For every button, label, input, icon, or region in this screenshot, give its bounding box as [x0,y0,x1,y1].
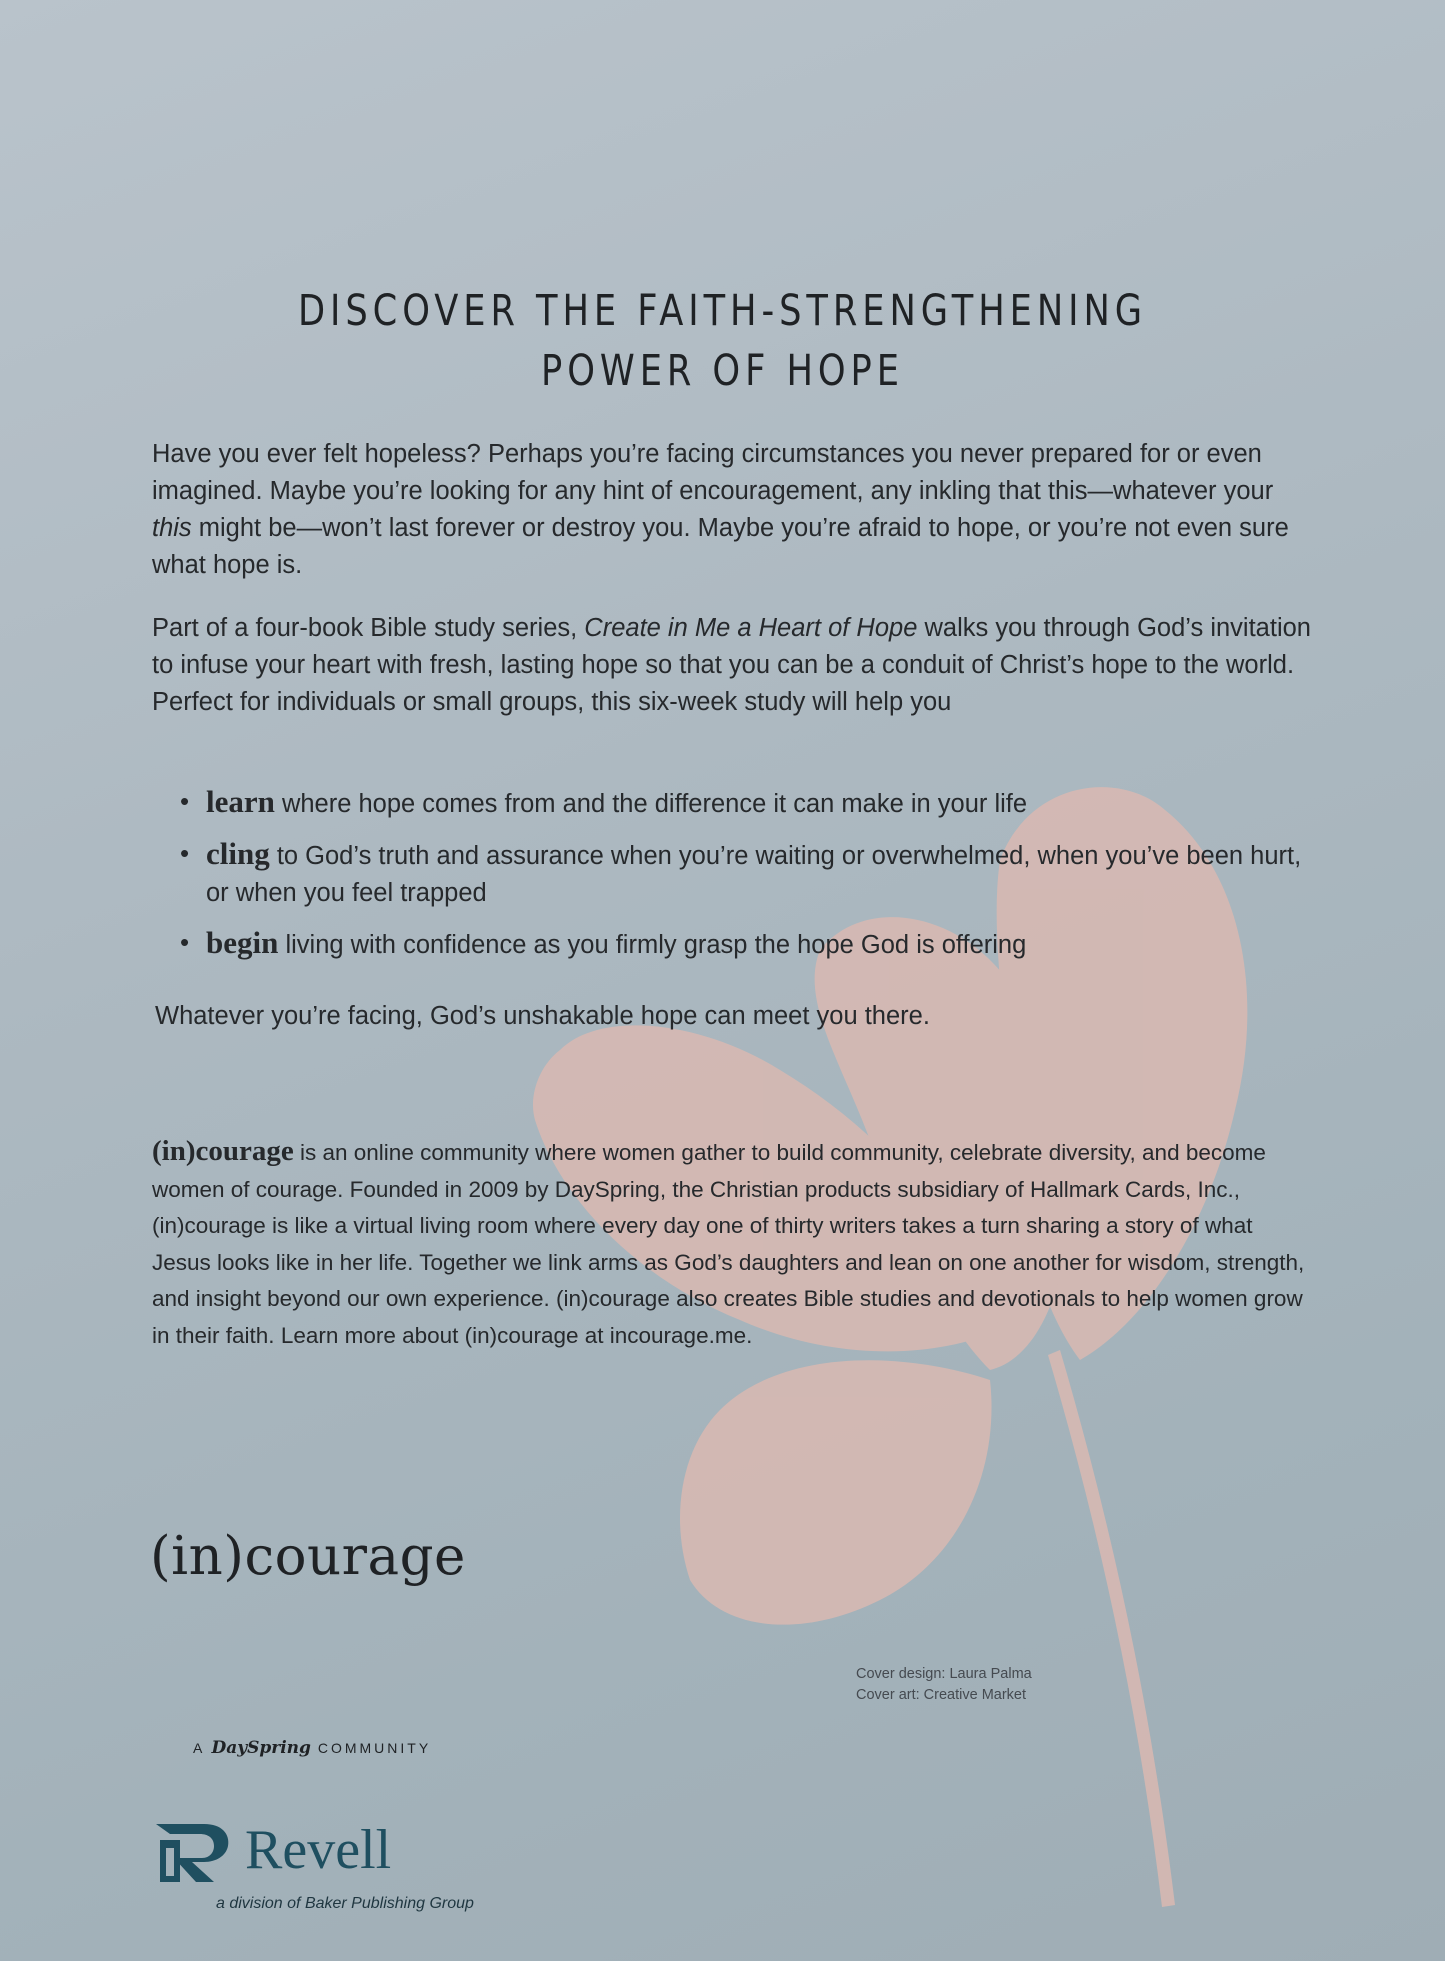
bullet-text: living with confidence as you firmly grasp the hope God is offering [278,931,1027,959]
bullet-keyword: begin [206,925,279,960]
about-text: is an online community where women gather to build community, celebrate diversity, and become women of courage. Founded in 2009 by DaySpring, the Christian products subsidiary of Hallmark Cards, Inc., (in)courage is like a virtual living room where every day one of thirty writers takes a turn sharing a story of what Jesus looks like in her life. Together we link arms as God’s daughters and lean on one another for wisdom, strength, and insight beyond our own experience. (in)courage also creates Bible studies and devotionals to help women grow in their faith. Learn more about (in)courage at incourage.me. [152,1140,1305,1348]
cover-art-credit: Cover art: Creative Market [856,1687,1027,1703]
tagline-prefix: A [193,1740,212,1756]
about-paragraph [152,1133,1312,1354]
publisher-division: a division of Baker Publishing Group [216,1895,474,1912]
publisher-name: Revell [245,1819,392,1881]
bullet-text: where hope comes from and the difference it can make in your life [274,790,1028,818]
intro-text-end: might be—won’t last forever or destroy you. Maybe you’re afraid to hope, or you’re not even sure what hope is. [152,514,1289,579]
bullet-dot: • [180,927,190,957]
bullet-text: to God’s truth and assurance when you’re waiting or overwhelmed, when you’ve been hurt, or when you feel trapped [206,842,1302,907]
headline-line-1: DISCOVER THE FAITH-STRENGTHENING [297,286,1148,336]
bullet-keyword: learn [206,784,275,819]
list-item [180,783,1320,823]
intro-italic-word: this [152,514,192,542]
intro-paragraph [152,436,1312,584]
dayspring-wordmark: DaySpring [211,1738,311,1758]
list-item [180,924,1320,964]
series-text-start: Part of a four-book Bible study series, [152,614,585,642]
tagline-suffix: COMMUNITY [310,1740,432,1756]
bullet-keyword: cling [206,836,270,871]
book-title: Create in Me a Heart of Hope [584,614,918,642]
closing-line: Whatever you’re facing, God’s unshakable hope can meet you there. [155,1002,930,1030]
about-keyword: (in)courage [152,1135,294,1167]
incourage-logo: (in)courage [150,1526,466,1587]
bullet-dot: • [180,786,190,816]
series-paragraph [152,610,1312,721]
cover-design-credit: Cover design: Laura Palma [856,1666,1032,1682]
benefits-list [180,783,1320,976]
dayspring-tagline [193,1738,431,1758]
intro-text-start: Have you ever felt hopeless? Perhaps you’re facing circumstances you never prepared for or even imagined. Maybe you’re looking for any hint of encouragement, any inkling that this—whatever your [152,440,1274,505]
revell-logo-icon [152,1820,236,1886]
headline-line-2: POWER OF HOPE [541,346,904,396]
bullet-dot: • [180,838,190,868]
list-item [180,835,1320,912]
series-text-end: walks you through God’s invitation to infuse your heart with fresh, lasting hope so that you can be a conduit of Christ’s hope to the world. Perfect for individuals or small groups, this six-week study will help you [152,614,1311,716]
